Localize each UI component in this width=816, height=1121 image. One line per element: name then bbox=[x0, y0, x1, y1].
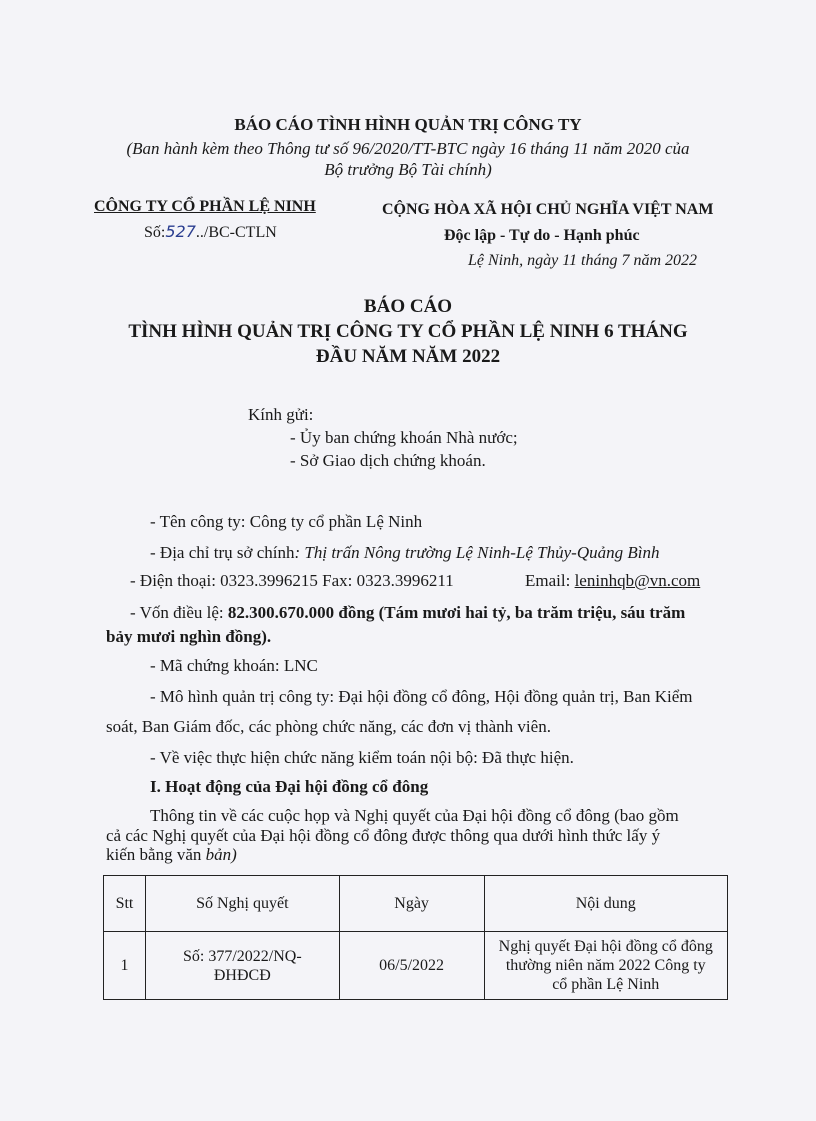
cell-number bbox=[145, 932, 339, 1000]
recipient-1: - Ủy ban chứng khoán Nhà nước; bbox=[290, 428, 518, 447]
section-1-heading: I. Hoạt động của Đại hội đồng cổ đông bbox=[150, 777, 429, 796]
table-row bbox=[104, 932, 728, 1000]
company-info-name: - Tên công ty: Công ty cổ phần Lệ Ninh bbox=[150, 512, 423, 531]
address-value: : Thị trấn Nông trường Lệ Ninh-Lệ Thủy-Quảng Bình bbox=[294, 543, 660, 562]
company-info-email bbox=[525, 571, 700, 591]
cell-stt: 1 bbox=[104, 932, 146, 1000]
company-name: CÔNG TY CỔ PHẦN LỆ NINH bbox=[94, 198, 316, 215]
cell-number-line2: ĐHĐCĐ bbox=[213, 966, 271, 984]
para-line3-italic: bản) bbox=[205, 845, 237, 864]
document-number-handwritten: 527 bbox=[165, 222, 196, 241]
company-info-phone: - Điện thoại: 0323.3996215 Fax: 0323.3996211 bbox=[130, 571, 454, 590]
recipient-2: - Sở Giao dịch chứng khoán. bbox=[290, 451, 486, 470]
resolutions-table bbox=[103, 875, 728, 1000]
section-1-para-line1: Thông tin về các cuộc họp và Nghị quyết của Đại hội đồng cổ đông (bao gồm bbox=[150, 806, 679, 825]
table-header-date: Ngày bbox=[339, 876, 484, 932]
document-number-prefix: Số: bbox=[144, 224, 166, 241]
motto: Độc lập - Tự do - Hạnh phúc bbox=[444, 227, 640, 244]
company-info-audit: - Về việc thực hiện chức năng kiểm toán nội bộ: Đã thực hiện. bbox=[150, 748, 574, 767]
company-info-capital-line2: bảy mươi nghìn đồng). bbox=[106, 627, 272, 646]
table-header-row bbox=[104, 876, 728, 932]
title-line2: TÌNH HÌNH QUẢN TRỊ CÔNG TY CỔ PHẦN LỆ NINH 6 THÁNG bbox=[128, 321, 688, 342]
capital-value: 82.300.670.000 đồng (Tám mươi hai tỷ, ba trăm triệu, sáu trăm bbox=[227, 603, 686, 622]
email-label: Email: bbox=[525, 571, 575, 590]
cell-content-line3: cổ phần Lệ Ninh bbox=[552, 976, 660, 993]
address-label: - Địa chỉ trụ sở chính bbox=[150, 543, 295, 562]
para-line3-text: kiến bằng văn bbox=[106, 845, 206, 864]
place-date: Lệ Ninh, ngày 11 tháng 7 năm 2022 bbox=[468, 252, 698, 269]
company-info-model-line1: - Mô hình quản trị công ty: Đại hội đồng cổ đông, Hội đồng quản trị, Ban Kiểm bbox=[150, 687, 693, 706]
cell-number-line1: Số: 377/2022/NQ- bbox=[182, 947, 302, 965]
company-info-model-line2: soát, Ban Giám đốc, các phòng chức năng, các đơn vị thành viên. bbox=[106, 717, 551, 736]
document-number bbox=[144, 222, 277, 242]
report-form-title: BÁO CÁO TÌNH HÌNH QUẢN TRỊ CÔNG TY bbox=[234, 115, 582, 134]
section-1-para-line3 bbox=[106, 845, 237, 865]
republic-heading: CỘNG HÒA XÃ HỘI CHỦ NGHĨA VIỆT NAM bbox=[382, 201, 714, 218]
cell-date: 06/5/2022 bbox=[339, 932, 484, 1000]
title-line1: BÁO CÁO bbox=[363, 296, 453, 317]
company-info-stock-code: - Mã chứng khoán: LNC bbox=[150, 656, 318, 675]
cell-content-line2: thường niên năm 2022 Công ty bbox=[505, 957, 706, 974]
greeting: Kính gửi: bbox=[248, 405, 314, 424]
email-value: leninhqb@vn.com bbox=[574, 571, 701, 590]
section-1-para-line2: cả các Nghị quyết của Đại hội đồng cổ đông được thông qua dưới hình thức lấy ý bbox=[106, 826, 661, 845]
table-header-number: Số Nghị quyết bbox=[145, 876, 339, 932]
document-number-suffix: ../BC-CTLN bbox=[195, 224, 277, 241]
company-info-capital-line1 bbox=[130, 603, 685, 623]
cell-content bbox=[484, 932, 728, 1000]
cell-content-line1: Nghị quyết Đại hội đồng cổ đông bbox=[498, 938, 713, 955]
table-header-content: Nội dung bbox=[484, 876, 728, 932]
table-header-stt: Stt bbox=[104, 876, 146, 932]
report-form-note-line1: (Ban hành kèm theo Thông tư số 96/2020/TT-BTC ngày 16 tháng 11 năm 2020 của bbox=[126, 139, 690, 158]
capital-label: - Vốn điều lệ: bbox=[130, 603, 228, 622]
title-line3: ĐẦU NĂM NĂM 2022 bbox=[315, 346, 501, 367]
company-info-address bbox=[150, 543, 659, 563]
report-form-note-line2: Bộ trưởng Bộ Tài chính) bbox=[324, 160, 492, 179]
